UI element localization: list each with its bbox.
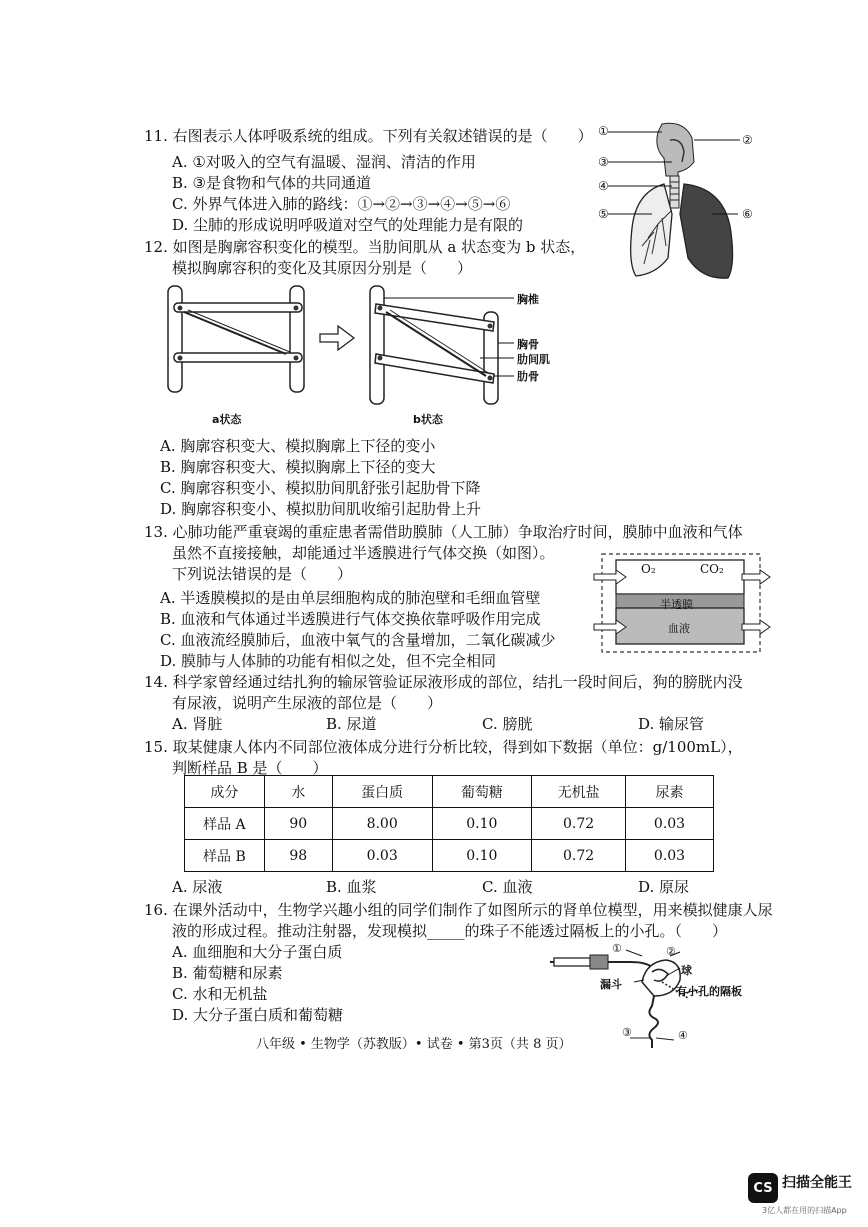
table-cell: 0.10 xyxy=(432,840,532,872)
table-row xyxy=(185,808,714,840)
table-header-row xyxy=(185,776,714,808)
q16-label-2: ② xyxy=(666,945,676,958)
table-cell: 0.72 xyxy=(532,808,626,840)
q16-stem-line1: 16. 在课外活动中，生物学兴趣小组的同学们制作了如图所示的肾单位模型，用来模拟健康人尿 xyxy=(144,901,773,919)
table-header-cell: 葡萄糖 xyxy=(432,776,532,808)
q16-option-d: D. 大分子蛋白质和葡萄糖 xyxy=(172,1006,344,1024)
q12-option-d: D. 胸廓容积变小、模拟肋间肌收缩引起肋骨上升 xyxy=(160,500,482,518)
q11-option-c: C. 外界气体进入肺的路线：①→②→③→④→⑤→⑥ xyxy=(172,195,511,213)
q13-label-o2: O₂ xyxy=(641,562,656,576)
table-cell: 样品 A xyxy=(185,808,265,840)
q12-label-muscle: 肋间肌 xyxy=(517,353,550,366)
q11-label-2: ② xyxy=(742,133,753,147)
q12-stem-line2: 模拟胸廓容积的变化及其原因分别是（ ） xyxy=(172,259,473,277)
page-footer: 八年级 • 生物学（苏教版）• 试卷 • 第3页（共 8 页） xyxy=(256,1037,572,1052)
q16-option-c: C. 水和无机盐 xyxy=(172,985,268,1003)
q16-stem-line2: 液的形成过程。推动注射器，发现模拟_____的珠子不能透过隔板上的小孔。（ ） xyxy=(172,922,728,940)
q12-label-sternum: 胸骨 xyxy=(517,338,539,351)
q16-label-plate: 有小孔的隔板 xyxy=(676,985,742,998)
q13-option-c: C. 血液流经膜肺后，血液中氧气的含量增加，二氧化碳减少 xyxy=(160,631,556,649)
q16-option-a: A. 血细胞和大分子蛋白质 xyxy=(172,943,343,961)
table-cell: 0.03 xyxy=(626,840,714,872)
q13-option-b: B. 血液和气体通过半透膜进行气体交换依靠呼吸作用完成 xyxy=(160,610,541,628)
table-header-cell: 蛋白质 xyxy=(332,776,432,808)
q12-option-a: A. 胸廓容积变大、模拟胸廓上下径的变小 xyxy=(160,437,436,455)
table-cell: 样品 B xyxy=(185,840,265,872)
q12-label-b-state: b状态 xyxy=(413,413,443,426)
q13-label-membrane: 半透膜 xyxy=(660,598,693,611)
table-row xyxy=(185,840,714,872)
q13-stem-line3: 下列说法错误的是（ ） xyxy=(172,565,353,583)
q11-label-3: ③ xyxy=(598,155,609,169)
q14-option-a: A. 肾脏 xyxy=(172,715,223,733)
camscanner-logo: CS xyxy=(748,1173,778,1203)
q15-stem-line2: 判断样品 B 是（ ） xyxy=(172,759,328,777)
table-header-cell: 尿素 xyxy=(626,776,714,808)
table-cell: 0.72 xyxy=(532,840,626,872)
table-header-cell: 水 xyxy=(264,776,332,808)
q14-option-c: C. 膀胱 xyxy=(482,715,533,733)
table-cell: 0.03 xyxy=(332,840,432,872)
q11-label-1: ① xyxy=(598,124,609,138)
q11-option-a: A. ①对吸入的空气有温暖、湿润、清洁的作用 xyxy=(172,153,476,171)
watermark-app-name: 扫描全能王 xyxy=(782,1175,852,1191)
q15-option-d: D. 原尿 xyxy=(638,878,690,896)
table-header-cell: 无机盐 xyxy=(532,776,626,808)
q13-stem-line1: 13. 心肺功能严重衰竭的重症患者需借助膜肺（人工肺）争取治疗时间，膜肺中血液和气体 xyxy=(144,523,743,541)
q11-label-6: ⑥ xyxy=(742,207,753,221)
table-cell: 0.03 xyxy=(626,808,714,840)
table-cell: 98 xyxy=(264,840,332,872)
q14-stem-line2: 有尿液，说明产生尿液的部位是（ ） xyxy=(172,694,443,712)
q12-stem-line1: 12. 如图是胸廓容积变化的模型。当肋间肌从 a 状态变为 b 状态， xyxy=(144,238,586,256)
q16-label-funnel: 漏斗 xyxy=(600,978,622,991)
q11-label-4: ④ xyxy=(598,179,609,193)
q12-label-a-state: a状态 xyxy=(212,413,242,426)
q11-option-d: D. 尘肺的形成说明呼吸道对空气的处理能力是有限的 xyxy=(172,216,524,234)
q16-option-b: B. 葡萄糖和尿素 xyxy=(172,964,283,982)
q14-option-d: D. 输尿管 xyxy=(638,715,705,733)
watermark-tagline: 3亿人都在用的扫描App xyxy=(762,1206,847,1215)
q11-stem: 11. 右图表示人体呼吸系统的组成。下列有关叙述错误的是（ ） xyxy=(144,127,593,145)
q12-option-c: C. 胸廓容积变小、模拟肋间肌舒张引起肋骨下降 xyxy=(160,479,481,497)
q13-stem-line2: 虽然不直接接触，却能通过半透膜进行气体交换（如图）。 xyxy=(172,544,555,562)
q13-option-a: A. 半透膜模拟的是由单层细胞构成的肺泡壁和毛细血管壁 xyxy=(160,589,541,607)
q16-label-1: ① xyxy=(612,942,622,955)
q16-label-3: ③ xyxy=(622,1026,632,1039)
ribcage-model-figure xyxy=(160,282,520,412)
q14-stem-line1: 14. 科学家曾经通过结扎狗的输尿管验证尿液形成的部位，结扎一段时间后，狗的膀胱内没 xyxy=(144,673,743,691)
q15-option-a: A. 尿液 xyxy=(172,878,223,896)
q12-option-b: B. 胸廓容积变大、模拟胸廓上下径的变大 xyxy=(160,458,436,476)
q12-label-spine: 胸椎 xyxy=(517,293,539,306)
q12-label-rib: 肋骨 xyxy=(517,370,539,383)
q16-label-4: ④ xyxy=(678,1029,688,1042)
table-cell: 8.00 xyxy=(332,808,432,840)
q11-label-5: ⑤ xyxy=(598,207,609,221)
q15-data-table xyxy=(184,775,714,872)
q15-option-b: B. 血浆 xyxy=(326,878,377,896)
q13-label-co2: CO₂ xyxy=(700,562,724,576)
q11-option-b: B. ③是食物和气体的共同通道 xyxy=(172,174,372,192)
q15-stem-line1: 15. 取某健康人体内不同部位液体成分进行分析比较，得到如下数据（单位：g/100mL）， xyxy=(144,738,743,756)
table-header-cell: 成分 xyxy=(185,776,265,808)
q13-label-blood: 血液 xyxy=(668,622,690,635)
table-cell: 90 xyxy=(264,808,332,840)
table-cell: 0.10 xyxy=(432,808,532,840)
q16-label-ball: 球 xyxy=(681,964,692,977)
q13-option-d: D. 膜肺与人体肺的功能有相似之处，但不完全相同 xyxy=(160,652,497,670)
q15-option-c: C. 血液 xyxy=(482,878,533,896)
q14-option-b: B. 尿道 xyxy=(326,715,377,733)
